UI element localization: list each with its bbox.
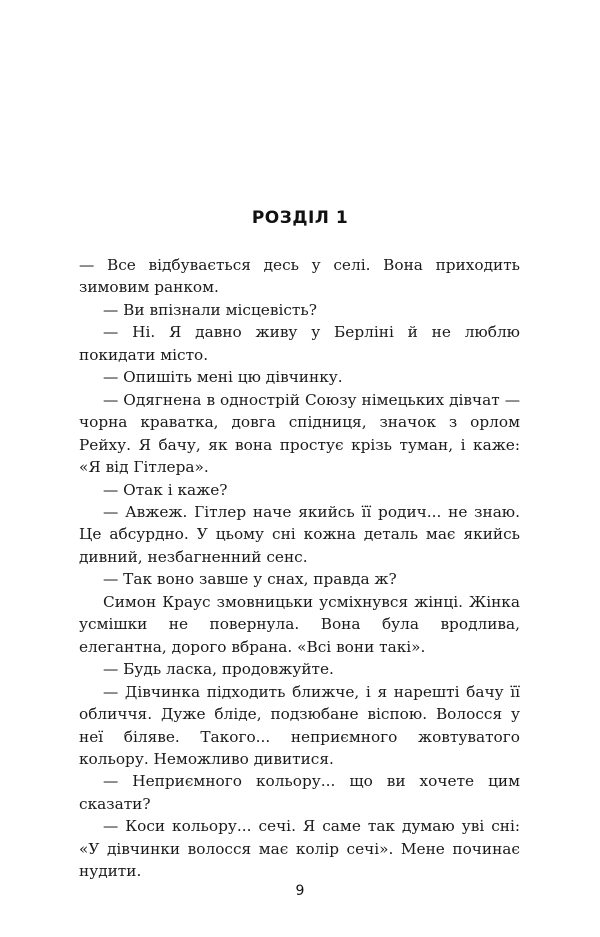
paragraph: — Неприємного кольору... що ви хочете цим сказати? xyxy=(79,772,520,813)
paragraph: — Коси кольору... сечі. Я саме так думаю уві сні: «У дівчинки волосся має колір сечі». Мене починає нудити. xyxy=(79,817,520,881)
paragraph: — Отак і каже? xyxy=(103,480,228,499)
chapter-body xyxy=(79,254,520,883)
paragraph: — Так воно завше у снах, правда ж? xyxy=(103,570,397,589)
paragraph: — Одягнена в однострій Союзу німецьких дівчат — чорна краватка, довга спідниця, значок з орлом Рейху. Я бачу, як вона простує крізь туман, і каже: «Я від Гітлера». xyxy=(79,390,520,477)
paragraph: — Все відбувається десь у селі. Вона приходить зимовим ранком. xyxy=(79,256,520,297)
paragraph: — Ви впізнали місцевість? xyxy=(103,300,317,319)
paragraph: Симон Краус змовницьки усміхнувся жінці. Жінка усмішки не повернула. Вона була вродлива, елегантна, дорого вбрана. «Всі вони такі». xyxy=(79,592,520,656)
paragraph: — Ні. Я давно живу у Берліні й не люблю покидати місто. xyxy=(79,323,520,364)
chapter-title: РОЗДІЛ 1 xyxy=(251,208,349,228)
paragraph: — Будь ласка, продовжуйте. xyxy=(103,660,334,679)
paragraph: — Опишіть мені цю дівчинку. xyxy=(103,368,343,387)
page-number: 9 xyxy=(295,883,305,899)
paragraph: — Авжеж. Гітлер наче якийсь її родич... не знаю. Це абсурдно. У цьому сні кожна деталь має якийсь дивний, незбагненний сенс. xyxy=(79,502,520,566)
paragraph: — Дівчинка підходить ближче, і я нарешті бачу її обличчя. Дуже бліде, подзюбане віспою. Волосся у неї біляве. Такого... неприємного жовтуватого кольору. Неможливо дивитися. xyxy=(79,682,520,768)
